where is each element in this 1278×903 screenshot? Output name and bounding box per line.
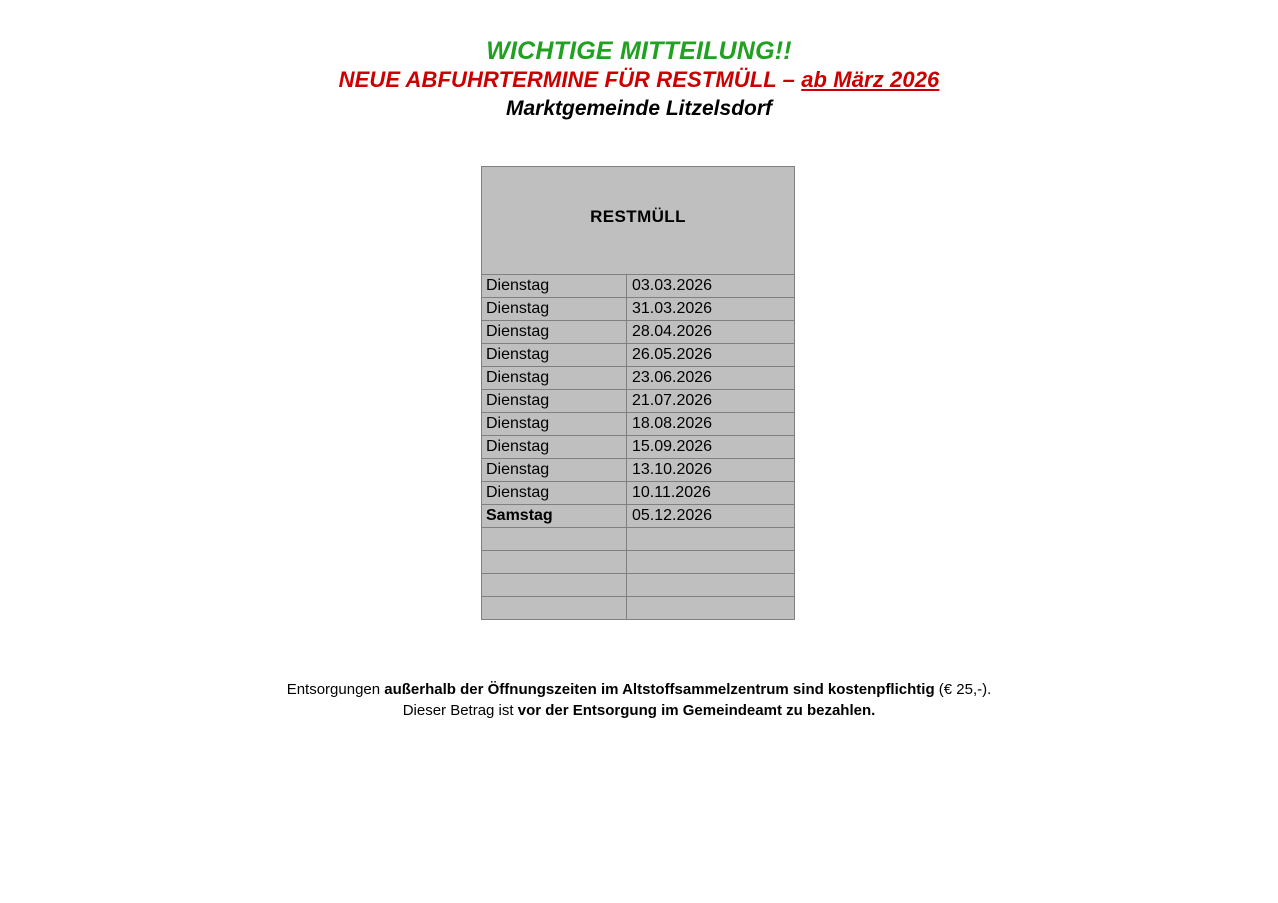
heading-primary: WICHTIGE MITTEILUNG!!: [486, 37, 792, 65]
cell-date: [627, 551, 795, 574]
cell-weekday: [482, 528, 627, 551]
cell-weekday: Dienstag: [482, 482, 627, 505]
heading-secondary-prefix: NEUE ABFUHRTERMINE FÜR RESTMÜLL –: [338, 67, 802, 92]
table-row-empty: [482, 597, 795, 620]
cell-date: 31.03.2026: [627, 298, 795, 321]
cell-weekday: [482, 574, 627, 597]
cell-date: [627, 574, 795, 597]
footer-note: [0, 679, 1278, 721]
cell-weekday: Dienstag: [482, 321, 627, 344]
cell-date: 28.04.2026: [627, 321, 795, 344]
table-row: [482, 413, 795, 436]
cell-date: 13.10.2026: [627, 459, 795, 482]
cell-weekday: Dienstag: [482, 459, 627, 482]
cell-date: 10.11.2026: [627, 482, 795, 505]
cell-date: [627, 597, 795, 620]
footer-line-1-text-a: Entsorgungen: [286, 681, 385, 698]
cell-weekday: Dienstag: [482, 275, 627, 298]
footer-line-1-text-b: (€ 25,-).: [934, 681, 992, 698]
cell-date: 23.06.2026: [627, 367, 795, 390]
table-row: [482, 505, 795, 528]
table-header-cell: [482, 167, 795, 275]
cell-weekday: Dienstag: [482, 436, 627, 459]
cell-date: 15.09.2026: [627, 436, 795, 459]
table-row: [482, 436, 795, 459]
table-row: [482, 459, 795, 482]
table-header-row: [482, 167, 795, 275]
cell-weekday: Dienstag: [482, 390, 627, 413]
table-row: [482, 390, 795, 413]
cell-date: 03.03.2026: [627, 275, 795, 298]
heading-municipality: Marktgemeinde Litzelsdorf: [505, 97, 773, 120]
footer-line-2: [0, 700, 1278, 721]
table-row: [482, 344, 795, 367]
cell-weekday: [482, 551, 627, 574]
table-row: [482, 367, 795, 390]
table-row-empty: [482, 551, 795, 574]
heading-secondary: [0, 67, 1278, 93]
table-header-label: RESTMÜLL: [590, 206, 686, 226]
cell-weekday: Dienstag: [482, 367, 627, 390]
cell-weekday: Dienstag: [482, 298, 627, 321]
cell-date: 18.08.2026: [627, 413, 795, 436]
cell-weekday: Dienstag: [482, 413, 627, 436]
cell-date: 26.05.2026: [627, 344, 795, 367]
footer-line-2-bold: vor der Entsorgung im Gemeindeamt zu bezahlen.: [517, 702, 876, 719]
cell-weekday: Dienstag: [482, 344, 627, 367]
schedule-table-container: [481, 166, 794, 620]
schedule-table: [481, 166, 795, 620]
heading-block: [0, 38, 1278, 122]
table-row-empty: [482, 528, 795, 551]
table-row: [482, 482, 795, 505]
schedule-table-body: [482, 167, 795, 620]
table-row: [482, 275, 795, 298]
heading-secondary-emphasis: ab März 2026: [801, 67, 940, 92]
footer-line-1-bold: außerhalb der Öffnungszeiten im Altstoffsammelzentrum sind kostenpflichtig: [384, 681, 935, 698]
table-row-empty: [482, 574, 795, 597]
footer-line-1: [0, 679, 1278, 700]
table-row: [482, 321, 795, 344]
cell-weekday: Samstag: [482, 505, 627, 528]
table-row: [482, 298, 795, 321]
cell-date: 05.12.2026: [627, 505, 795, 528]
cell-date: 21.07.2026: [627, 390, 795, 413]
footer-line-2-text-a: Dieser Betrag ist: [402, 702, 518, 719]
cell-date: [627, 528, 795, 551]
cell-weekday: [482, 597, 627, 620]
